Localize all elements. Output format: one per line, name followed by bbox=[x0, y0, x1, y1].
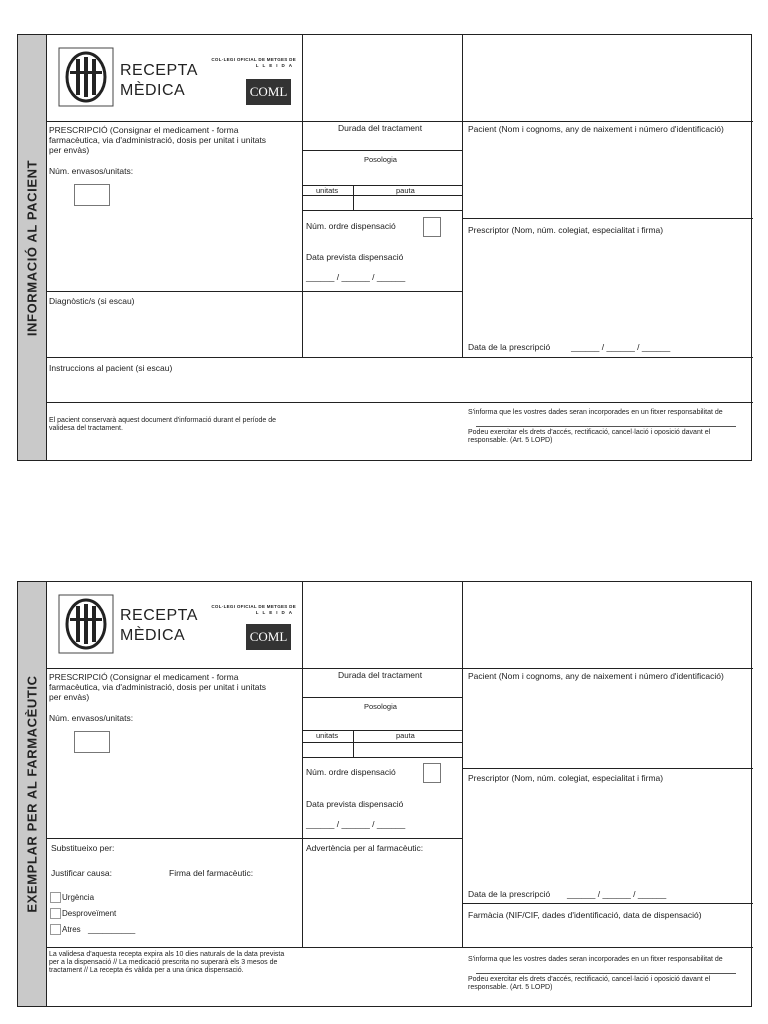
altres-checkbox[interactable] bbox=[50, 924, 61, 935]
prescription-form-pharmacist bbox=[17, 581, 752, 1007]
num-envasos-input[interactable] bbox=[74, 731, 110, 753]
footer-note-right-1: S'informa que les vostres dades seran incorporades en un fitxer responsabilitat de bbox=[468, 409, 723, 416]
side-label-bar bbox=[18, 35, 47, 460]
college-line-2: LLEIDA bbox=[255, 63, 296, 68]
data-prescripcio-blank[interactable]: ______ / ______ / ______ bbox=[571, 342, 671, 352]
title-line-1: RECEPTA bbox=[120, 607, 198, 624]
pacient-label: Pacient (Nom i cognoms, any de naixement i número d'identificació) bbox=[468, 124, 724, 134]
altres-label: Atres bbox=[62, 925, 81, 934]
pauta-label: pauta bbox=[396, 186, 415, 195]
unitats-label: unitats bbox=[316, 731, 339, 740]
coml-logo: COML bbox=[246, 624, 291, 650]
urgencia-label: Urgència bbox=[62, 893, 95, 902]
college-seal-icon bbox=[56, 592, 116, 656]
prescriptor-label: Prescriptor (Nom, núm. colegiat, especialitat i firma) bbox=[468, 773, 664, 783]
data-prevista-label: Data prevista dispensació bbox=[306, 799, 404, 809]
desproveiment-label: Desproveïment bbox=[62, 909, 117, 918]
durada-label: Durada del tractament bbox=[338, 670, 423, 680]
recepta-title bbox=[120, 606, 198, 646]
num-ordre-label: Núm. ordre dispensació bbox=[306, 767, 396, 777]
prescripcio-label: PRESCRIPCIÓ (Consignar el medicament - forma farmacèutica, via d'administració, dosis per unitat i unitats per envàs) bbox=[49, 672, 267, 702]
college-name bbox=[206, 57, 296, 69]
num-envasos-label: Núm. envasos/unitats: bbox=[49, 166, 134, 176]
farmacia-label: Farmàcia (NIF/CIF, dades d'identificació, data de dispensació) bbox=[468, 910, 702, 920]
justificar-label: Justificar causa: bbox=[51, 868, 112, 878]
college-line-2: LLEIDA bbox=[255, 610, 296, 615]
durada-label: Durada del tractament bbox=[338, 123, 423, 133]
footer-note-right-2: Podeu exercitar els drets d'accés, rectificació, cancel·lació i oposició davant el responsable. (Art. 5 LOPD) bbox=[468, 429, 711, 444]
advertencia-label: Advertència per al farmacèutic: bbox=[306, 843, 424, 853]
college-seal-icon bbox=[56, 45, 116, 109]
num-ordre-input[interactable] bbox=[423, 763, 441, 783]
recepta-title bbox=[120, 61, 198, 101]
substitueixo-label: Substitueixo per: bbox=[51, 843, 115, 853]
unitats-label: unitats bbox=[316, 186, 339, 195]
side-label: INFORMACIÓ AL PACIENT bbox=[24, 159, 40, 336]
prescriptor-label: Prescriptor (Nom, núm. colegiat, especialitat i firma) bbox=[468, 225, 664, 235]
title-line-1: RECEPTA bbox=[120, 62, 198, 79]
footer-note-left: La validesa d'aquesta recepta expira als 10 dies naturals de la data prevista per a la dispensació // La medicació prescrita no superarà els 3 mesos de tractament // La recepta és vàlida per a una única dispensació. bbox=[49, 951, 285, 974]
side-label: EXEMPLAR PER AL FARMACÈUTIC bbox=[24, 675, 40, 913]
num-ordre-label: Núm. ordre dispensació bbox=[306, 221, 396, 231]
prescripcio-label: PRESCRIPCIÓ (Consignar el medicament - forma farmacèutica, via d'administració, dosis per unitat i unitats per envàs) bbox=[49, 125, 267, 155]
data-prevista-blank[interactable]: ______ / ______ / ______ bbox=[306, 819, 406, 829]
college-line-1: COL·LEGI OFICIAL DE METGES DE bbox=[211, 57, 296, 62]
data-prevista-blank[interactable]: ______ / ______ / ______ bbox=[306, 272, 406, 282]
posologia-label: Posologia bbox=[364, 155, 397, 164]
prescription-form-patient bbox=[17, 34, 752, 461]
side-label-bar bbox=[18, 582, 47, 1006]
data-prescripcio-label: Data de la prescripció bbox=[468, 889, 551, 899]
firma-label: Firma del farmacèutic: bbox=[169, 868, 254, 878]
num-envasos-label: Núm. envasos/unitats: bbox=[49, 713, 134, 723]
college-line-1: COL·LEGI OFICIAL DE METGES DE bbox=[211, 604, 296, 609]
urgencia-checkbox[interactable] bbox=[50, 892, 61, 903]
coml-logo: COML bbox=[246, 79, 291, 105]
altres-input[interactable]: __________ bbox=[88, 924, 136, 934]
diagnostic-label: Diagnòstic/s (si escau) bbox=[49, 296, 135, 306]
posologia-label: Posologia bbox=[364, 702, 397, 711]
title-line-2: MÈDICA bbox=[120, 82, 186, 99]
pauta-label: pauta bbox=[396, 731, 415, 740]
footer-note-right-2: Podeu exercitar els drets d'accés, rectificació, cancel·lació i oposició davant el responsable. (Art. 5 LOPD) bbox=[468, 976, 711, 991]
college-name bbox=[206, 604, 296, 616]
footer-note-right-1: S'informa que les vostres dades seran incorporades en un fitxer responsabilitat de bbox=[468, 956, 723, 963]
instruccions-label: Instruccions al pacient (si escau) bbox=[49, 363, 173, 373]
footer-note-left: El pacient conservarà aquest document d'informació durant el període de validesa del tractament. bbox=[49, 417, 277, 432]
data-prescripcio-label: Data de la prescripció bbox=[468, 342, 551, 352]
pacient-label: Pacient (Nom i cognoms, any de naixement i número d'identificació) bbox=[468, 671, 724, 681]
num-envasos-input[interactable] bbox=[74, 184, 110, 206]
data-prescripcio-blank[interactable]: ______ / ______ / ______ bbox=[567, 889, 667, 899]
data-prevista-label: Data prevista dispensació bbox=[306, 252, 404, 262]
title-line-2: MÈDICA bbox=[120, 627, 186, 644]
num-ordre-input[interactable] bbox=[423, 217, 441, 237]
desproveiment-checkbox[interactable] bbox=[50, 908, 61, 919]
